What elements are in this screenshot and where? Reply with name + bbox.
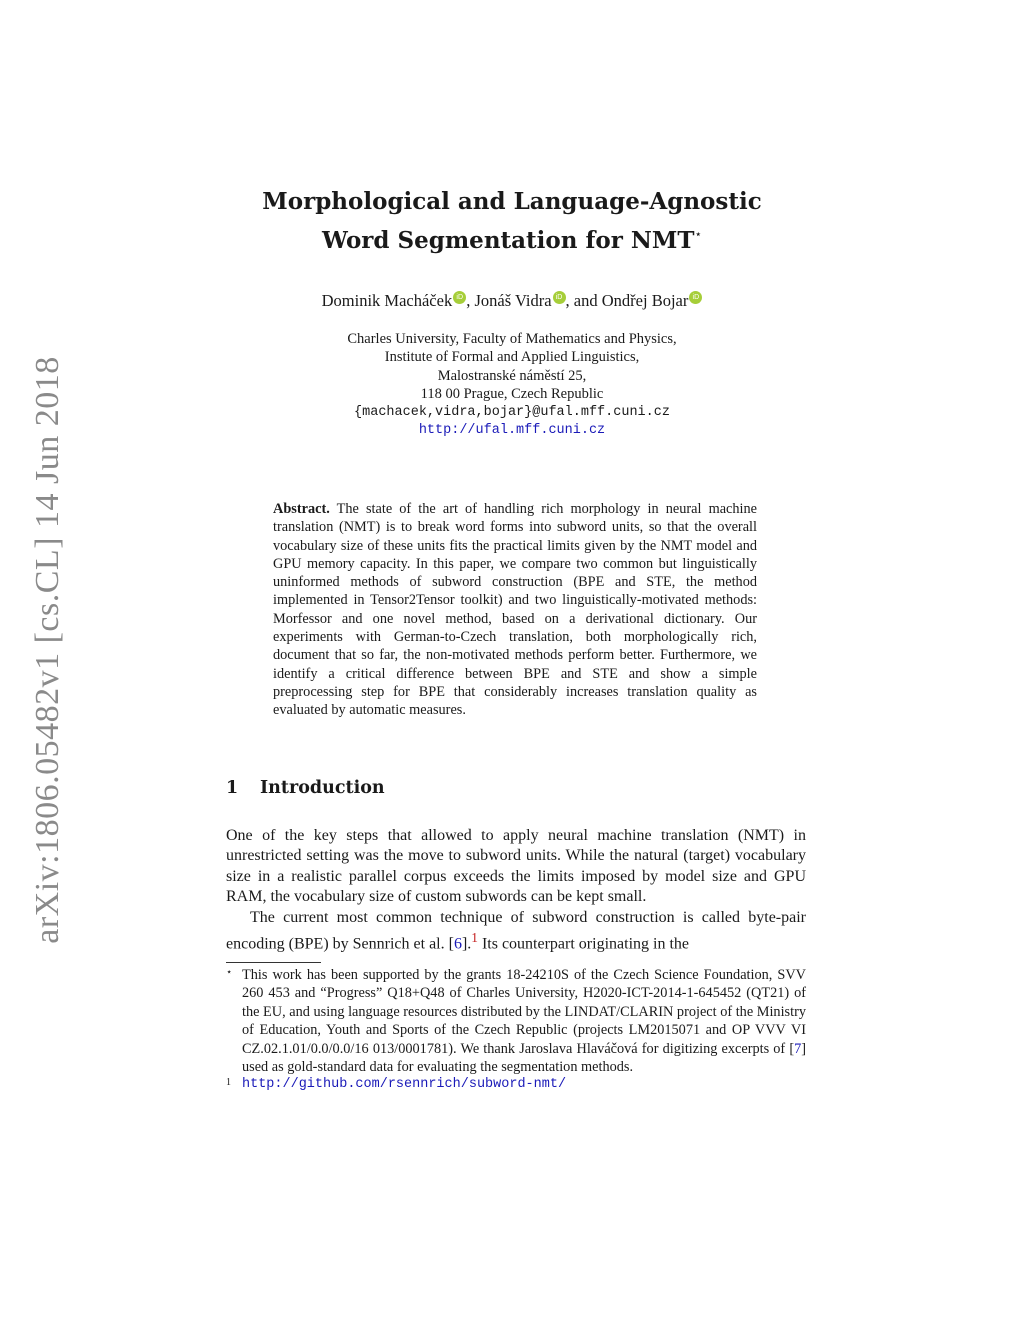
abstract-label: Abstract. [273,501,330,517]
institute-url-link[interactable]: http://ufal.mff.cuni.cz [418,423,606,439]
title-line-1: Morphological and Language-Agnostic [262,188,762,215]
abstract-text: The state of the art of handling rich morphology in neural machine translation (NMT) is to break word forms into subword units, so that the overall vocabulary size of these units fits the practical limits given by the NMT model and GPU memory capacity. In this paper, we compare two common but linguistically uninformed methods of subword construction (BPE and STE, the method implemented in Tensor2Tensor toolkit) and two linguistically-motivated methods: Morfessor and one novel method, based on a derivational dictionary. Our experiments with German-to-Czech translation, both morphologically rich, document that so far, the non-motivated methods perform better. Furthermore, we identify a critical difference between BPE and STE and show a simple preprocessing step for BPE that considerably increases translation quality as evaluated by automatic measures. [273,501,757,719]
footnote-1 [226,1076,806,1094]
abstract [273,500,757,720]
section-heading [226,778,385,798]
footnote-star [226,966,806,1076]
intro-paragraph-1: One of the key steps that allowed to apply neural machine translation (NMT) in unrestricted setting was the move to subword units. While the natural (target) vocabulary size in a realistic parallel corpus exceeds the limits imposed by model size and GPU RAM, the vocabulary size of custom subwords can be kept small. [226,827,806,906]
section-number: 1 [226,778,239,798]
affiliation-line: 118 00 Prague, Czech Republic [420,386,604,403]
author-emails: {machacek,vidra,bojar}@ufal.mff.cuni.cz [354,404,670,420]
footnote-star-mark: ⋆ [226,967,233,978]
subword-nmt-url-link[interactable]: http://github.com/rsennrich/subword-nmt/ [242,1077,567,1093]
citation-link[interactable]: 6 [453,935,462,953]
footnote-1-mark: 1 [226,1077,231,1089]
arxiv-identifier-stamp [24,356,72,944]
author-list [0,289,1024,313]
author-name: Jonáš Vidra [474,291,552,310]
section-title: Introduction [260,778,385,798]
intro-p2-mid: ]. [461,935,472,953]
footnotes [226,966,806,1095]
author-separator: , [466,291,475,310]
footnote-star-text [242,966,806,1076]
affiliation-line: Institute of Formal and Applied Linguistics, [384,349,640,366]
footnote-divider [226,962,321,963]
author-name: Dominik Macháček [321,291,453,310]
footnote-star-text-end: ] used as gold-standard data for evaluating the segmentation methods. [242,1040,806,1076]
orcid-icon[interactable]: iD [689,291,702,304]
arxiv-identifier-text: arXiv:1806.05482v1 [cs.CL] 14 Jun 2018 [29,356,67,944]
affiliation-block [0,330,1024,440]
author-separator: , and [565,291,602,310]
intro-paragraph-2 [226,908,806,955]
citation-link[interactable]: 7 [794,1040,802,1057]
affiliation-line: Malostranské náměstí 25, [437,367,587,384]
footnote-star-text-start: This work has been supported by the grants 18-24210S of the Czech Science Foundation, SVV 260 453 and “Progress” Q18+Q48 of Charles University, H2020-ICT-2014-1-645452 (QT21) of the EU, and using language resources distributed by the LINDAT/CLARIN project of the Ministry of Education, Youth and Sports of the Czech Republic (projects LM2015071 and OP VVV VI CZ.02.1.01/0.0/0.0/16 013/0001781). We thank Jaroslava Hlaváčová for digitizing excerpts of [ [242,967,806,1057]
introduction-body [226,826,806,955]
affiliation-line: Charles University, Faculty of Mathematics and Physics, [347,331,677,347]
orcid-icon[interactable]: iD [553,291,566,304]
intro-p2-start: The current most common technique of subword construction is called byte-pair encoding (BPE) by Sennrich et al. [ [226,908,806,953]
intro-p2-end: Its counterpart originating in the [477,935,690,953]
title-line-2: Word Segmentation for NMT [322,227,695,254]
orcid-icon[interactable]: iD [453,291,466,304]
footnote-ref-link[interactable]: 1 [471,930,478,946]
author-name: Ondřej Bojar [601,291,689,310]
title-footnote-marker: ⋆ [694,227,702,241]
paper-title [0,186,1024,257]
